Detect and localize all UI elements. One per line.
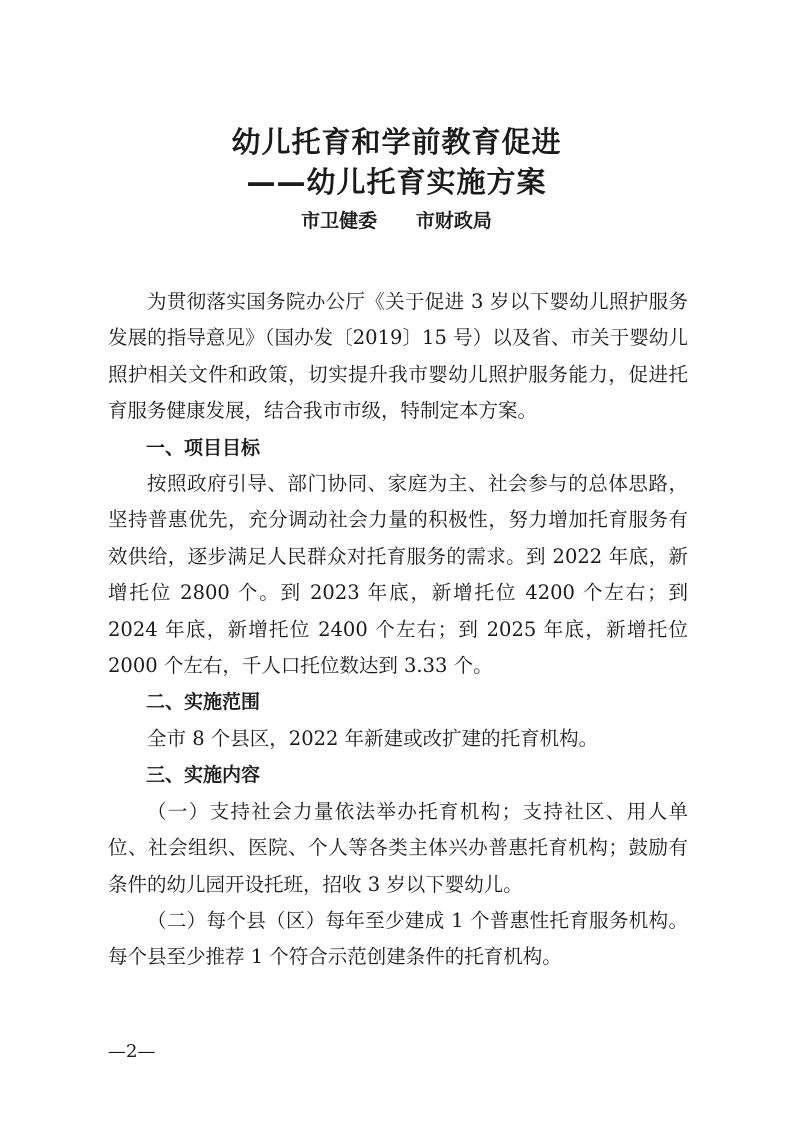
content-item-1: （一）支持社会力量依法举办托育机构；支持社区、用人单位、社会组织、医院、个人等各类主体兴办普惠托育机构；鼓励有条件的幼儿园开设托班，招收 3 岁以下婴幼儿。 (108, 799, 688, 896)
document-subtitle: ——幼儿托育实施方案 (246, 165, 547, 199)
intro-paragraph: 为贯彻落实国务院办公厅《关于促进 3 岁以下婴幼儿照护服务发展的指导意见》（国办发〔2019〕15 号）以及省、市关于婴幼儿照护相关文件和政策，切实提升我市婴幼儿照护服务能力，促进托育服务健康发展，结合我市市级，特制定本方案。 (108, 290, 688, 423)
issuing-authorities (0, 206, 793, 236)
document-title: 幼儿托育和学前教育促进 (231, 125, 562, 159)
content-item-2: （二）每个县（区）每年至少建成 1 个普惠性托育服务机构。每个县至少推荐 1 个符合示范创建条件的托育机构。 (108, 908, 688, 969)
goals-paragraph: 按照政府引导、部门协同、家庭为主、社会参与的总体思路，坚持普惠优先，充分调动社会力量的积极性，努力增加托育服务有效供给，逐步满足人民群众对托育服务的需求。到 2022 年底，新增托位 2800 个。到 2023 年底，新增托位 4200 个左右；到 2024 年底，新增托位 2400 个左右；到 2025 年底，新增托位 2000 个左右，千人口托位数达到 3.33 个。 (108, 472, 688, 678)
scope-paragraph: 全市 8 个县区，2022 年新建或改扩建的托育机构。 (147, 726, 599, 750)
document-body (108, 284, 688, 976)
section-heading-content: 三、实施内容 (146, 764, 261, 787)
section-heading-goals: 一、项目目标 (146, 436, 261, 459)
authority-finance-bureau: 市财政局 (415, 210, 492, 232)
page-number: —2— (108, 1041, 156, 1062)
section-heading-scope: 二、实施范围 (146, 691, 261, 714)
authority-health-commission: 市卫健委 (301, 210, 378, 232)
